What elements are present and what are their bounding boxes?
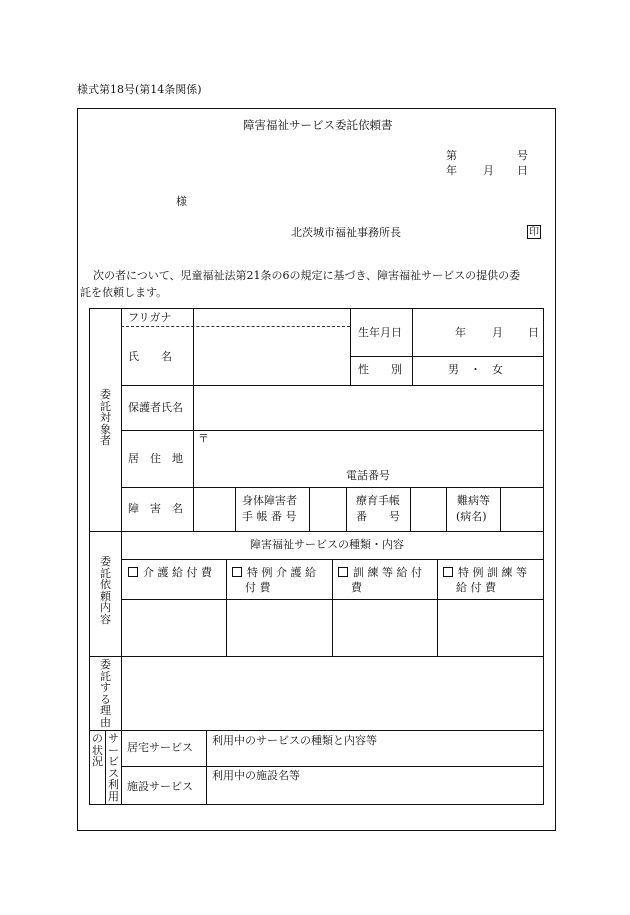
disability-col-6 xyxy=(500,487,501,531)
care-benefit-checkbox[interactable] xyxy=(128,567,138,577)
name-row-bottom xyxy=(121,385,543,386)
usage-section-label-col1: サービス利用 xyxy=(108,732,119,803)
date-day: 日 xyxy=(517,164,528,177)
option-special-training-benefit xyxy=(443,566,527,580)
usage-inner-col xyxy=(105,730,106,804)
facility-service-label: 施設サービス xyxy=(127,780,193,793)
sex-row-line xyxy=(350,356,543,357)
rehab-cert-label-2: 番 号 xyxy=(356,510,400,523)
table-bottom-line xyxy=(89,804,544,805)
furigana-label: フリガナ xyxy=(128,311,172,324)
request-section-label: 委託依頼内容 xyxy=(100,555,111,626)
special-care-text-2: 付 費 xyxy=(245,581,271,594)
date-year: 年 xyxy=(446,164,457,177)
request-options-bottom xyxy=(121,599,543,600)
intro-line-2: 託を依頼します。 xyxy=(80,286,168,299)
usage-row-line xyxy=(121,766,543,767)
issuer-name: 北茨城市福祉事務所長 xyxy=(291,226,401,239)
seal-mark: 印 xyxy=(529,227,539,238)
special-training-text-2: 給 付 費 xyxy=(456,581,496,594)
request-header: 障害福祉サービスの種類・内容 xyxy=(250,538,404,551)
birth-year: 年 xyxy=(455,326,466,339)
name-label: 氏 名 xyxy=(128,350,172,363)
disability-col-3 xyxy=(346,487,347,531)
facility-service-desc: 利用中の施設名等 xyxy=(212,769,300,782)
address-label: 居 住 地 xyxy=(128,452,183,465)
birth-month: 月 xyxy=(492,326,503,339)
form-frame xyxy=(77,108,556,831)
birthdate-label: 生年月日 xyxy=(358,326,402,339)
doc-number-dai: 第 xyxy=(446,149,457,162)
name-col-line xyxy=(193,308,194,385)
table-top-line xyxy=(89,308,544,309)
phone-label: 電話番号 xyxy=(346,469,390,482)
rehab-cert-label-1: 療育手帳 xyxy=(356,494,400,507)
date-month: 月 xyxy=(483,164,494,177)
form-number: 様式第18号(第14条関係) xyxy=(77,83,202,96)
physical-cert-label-2: 手 帳 番 号 xyxy=(242,510,297,523)
guardian-row-bottom xyxy=(121,430,543,431)
request-col-1 xyxy=(226,559,227,656)
home-service-desc: 利用中のサービスの種類と内容等 xyxy=(212,734,377,747)
special-training-text-1: 特 例 訓 練 等 xyxy=(458,566,527,579)
option-training-benefit xyxy=(338,566,422,580)
disability-col-4 xyxy=(410,487,411,531)
request-col-3 xyxy=(437,559,438,656)
intro-line-1: 次の者について、児童福祉法第21条の6の規定に基づき、障害福祉サービスの提供の委 xyxy=(93,269,521,282)
intractable-label-1: 難病等 xyxy=(457,494,490,507)
special-training-checkbox[interactable] xyxy=(443,567,453,577)
addressee-suffix: 様 xyxy=(176,195,187,208)
option-special-care-benefit xyxy=(232,566,316,580)
sex-label: 性 別 xyxy=(358,363,402,376)
intractable-label-2: (病名) xyxy=(456,510,487,523)
request-col-2 xyxy=(332,559,333,656)
training-text-1: 訓 練 等 給 付 xyxy=(353,566,422,579)
sex-value: 男 ・ 女 xyxy=(448,363,503,376)
reason-section-bottom xyxy=(89,730,544,731)
subject-section-bottom xyxy=(89,531,544,532)
guardian-col-line xyxy=(193,385,194,531)
document-title: 障害福祉サービス委託依頼書 xyxy=(243,118,393,132)
usage-section-label-col2: の状況 xyxy=(92,732,103,768)
usage-label-col xyxy=(206,730,207,804)
birth-day: 日 xyxy=(528,326,539,339)
subject-section-label: 委託対象者 xyxy=(100,388,111,447)
reason-section-label: 委託する理由 xyxy=(100,658,111,729)
training-checkbox[interactable] xyxy=(338,567,348,577)
care-benefit-text: 介 護 給 付 費 xyxy=(143,566,212,579)
option-care-benefit xyxy=(128,566,212,580)
physical-cert-label-1: 身体障害者 xyxy=(242,494,297,507)
postal-mark: 〒 xyxy=(198,432,209,445)
doc-number-go: 号 xyxy=(517,149,528,162)
birth-col-line xyxy=(350,308,351,385)
disability-col-2 xyxy=(309,487,310,531)
special-care-checkbox[interactable] xyxy=(232,567,242,577)
disability-label: 障 害 名 xyxy=(128,502,183,515)
home-service-label: 居宅サービス xyxy=(127,741,193,754)
disability-col-5 xyxy=(446,487,447,531)
special-care-text-1: 特 例 介 護 給 xyxy=(247,566,316,579)
address-row-bottom xyxy=(121,487,543,488)
furigana-dash xyxy=(121,326,350,327)
guardian-label: 保護者氏名 xyxy=(128,401,183,414)
disability-col-1 xyxy=(235,487,236,531)
request-section-bottom xyxy=(89,656,544,657)
birth-val-line xyxy=(412,308,413,385)
training-text-2: 費 xyxy=(351,581,362,594)
